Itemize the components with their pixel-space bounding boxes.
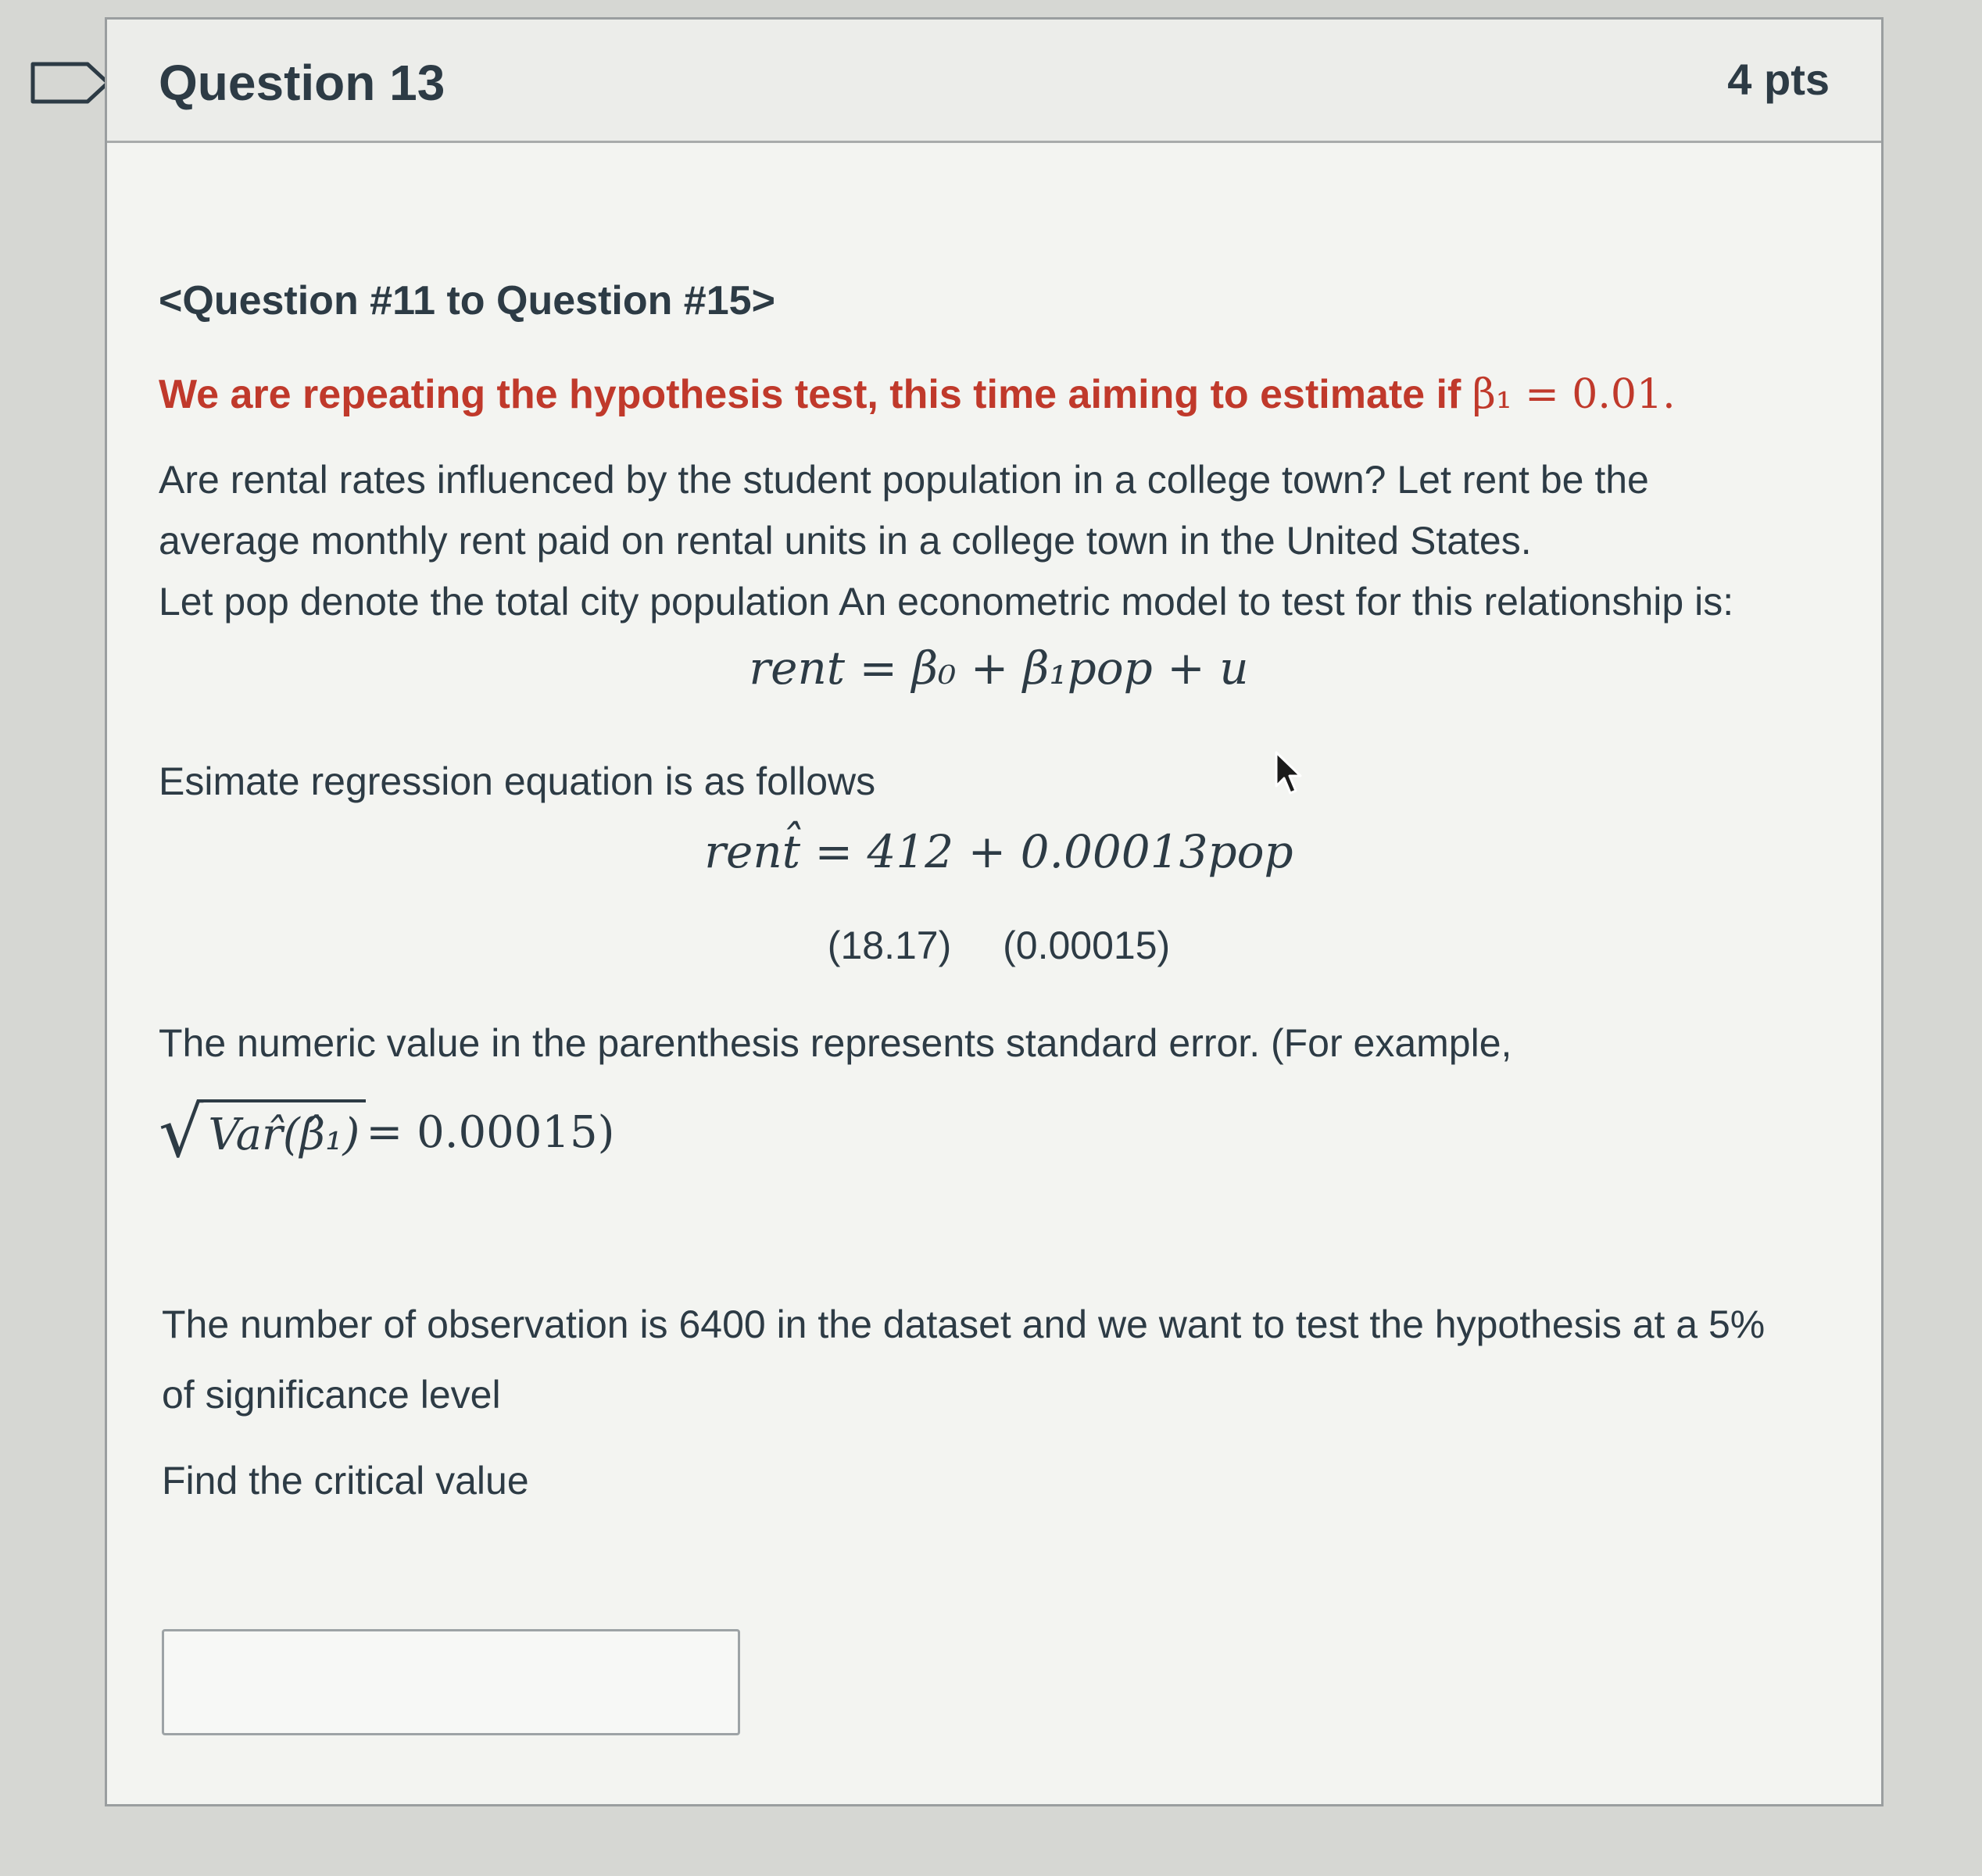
problem-description <box>159 449 1878 632</box>
standard-errors <box>159 914 1839 977</box>
question-range-heading: <Question #11 to Question #15> <box>159 278 775 323</box>
observation-line-2: of significance level <box>162 1373 501 1417</box>
example-value: = 0.00015) <box>366 1107 615 1158</box>
se-intercept: (18.17) <box>827 924 952 967</box>
question-points: 4 pts <box>1727 55 1830 104</box>
hypothesis-math: β₁ = 0.01. <box>1472 371 1676 418</box>
hypothesis-text: We are repeating the hypothesis test, this time aiming to estimate if <box>159 372 1472 417</box>
observation-note <box>162 1289 1920 1430</box>
description-line-2: average monthly rent paid on rental units in a college town in the United States. <box>159 519 1532 563</box>
flag-question-icon[interactable] <box>30 61 113 105</box>
answer-input[interactable] <box>162 1629 740 1735</box>
example-equation <box>159 1092 615 1174</box>
sqrt-symbol: √ <box>159 1092 204 1174</box>
description-line-3: Let pop denote the total city population An econometric model to test for this relationship is: <box>159 580 1734 624</box>
observation-line-1: The number of observation is 6400 in the dataset and we want to test the hypothesis at a 5% <box>162 1302 1766 1346</box>
se-slope: (0.00015) <box>1003 924 1171 967</box>
question-card <box>105 17 1884 1806</box>
example-radicand: Var̂(β̂₁) <box>203 1099 366 1167</box>
hypothesis-statement <box>159 363 1676 426</box>
model-equation: rent = β₀ + β₁pop + u <box>749 641 1249 695</box>
estimated-equation: rent̂ = 412 + 0.00013pop <box>704 825 1293 878</box>
estimate-label: Esimate regression equation is as follows <box>159 759 876 803</box>
question-title: Question 13 <box>159 55 445 111</box>
find-critical-value-prompt: Find the critical value <box>162 1459 529 1503</box>
mouse-pointer-icon <box>1274 750 1305 797</box>
question-header <box>107 20 1881 143</box>
description-line-1: Are rental rates influenced by the student population in a college town? Let rent be the <box>159 458 1649 502</box>
standard-error-note: The numeric value in the parenthesis represents standard error. (For example, <box>159 1021 1512 1065</box>
